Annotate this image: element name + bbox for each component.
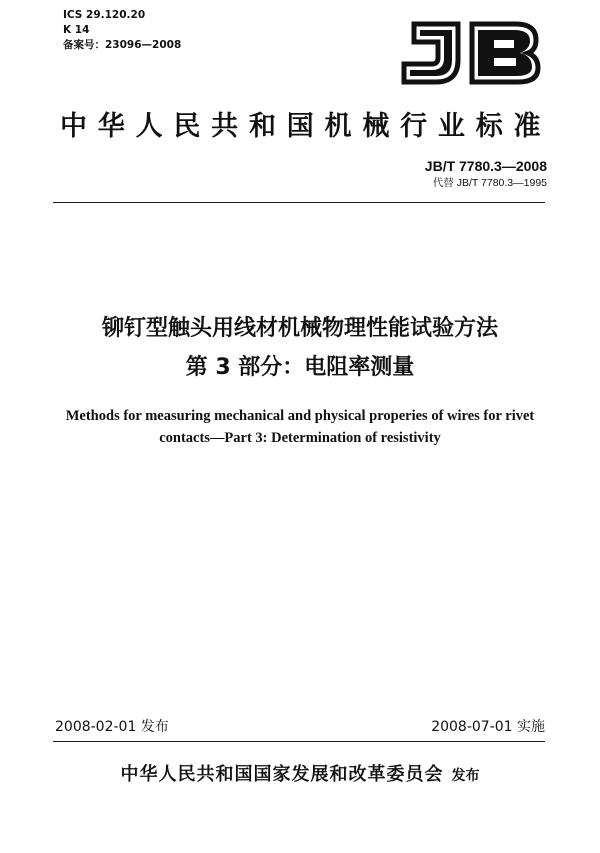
- english-title-line-1: Methods for measuring mechanical and physical properies of wires for rivet: [65, 408, 535, 424]
- english-title-line-2: contacts—Part 3: Determination of resistivity: [159, 430, 441, 446]
- replaces-standard: 代替 JB/T 7780.3—1995: [432, 177, 547, 189]
- issuer-suffix: 发布: [451, 768, 480, 784]
- ics-number: ICS 29.120.20: [63, 9, 146, 21]
- ccs-number: K 14: [63, 24, 90, 36]
- chinese-title-line-1: 铆钉型触头用线材机械物理性能试验方法: [101, 316, 498, 341]
- record-number: 备案号：23096—2008: [63, 39, 182, 51]
- jb-logo: [396, 16, 544, 88]
- standard-code-block: [425, 157, 547, 191]
- chinese-title-line-2: 第 3 部分：电阻率测量: [185, 355, 415, 380]
- issue-date: 2008-02-01 发布: [55, 719, 169, 735]
- issuer-name: 中华人民共和国国家发展和改革委员会: [120, 764, 444, 785]
- standard-category-title: 中华人民共和国机械行业标准: [60, 111, 542, 142]
- standard-code: JB/T 7780.3—2008: [424, 158, 547, 174]
- bottom-divider: [53, 741, 545, 742]
- implementation-date: 2008-07-01 实施: [431, 719, 545, 735]
- top-divider: [53, 202, 545, 203]
- classification-block: [63, 8, 181, 53]
- issuing-authority: [40, 760, 560, 786]
